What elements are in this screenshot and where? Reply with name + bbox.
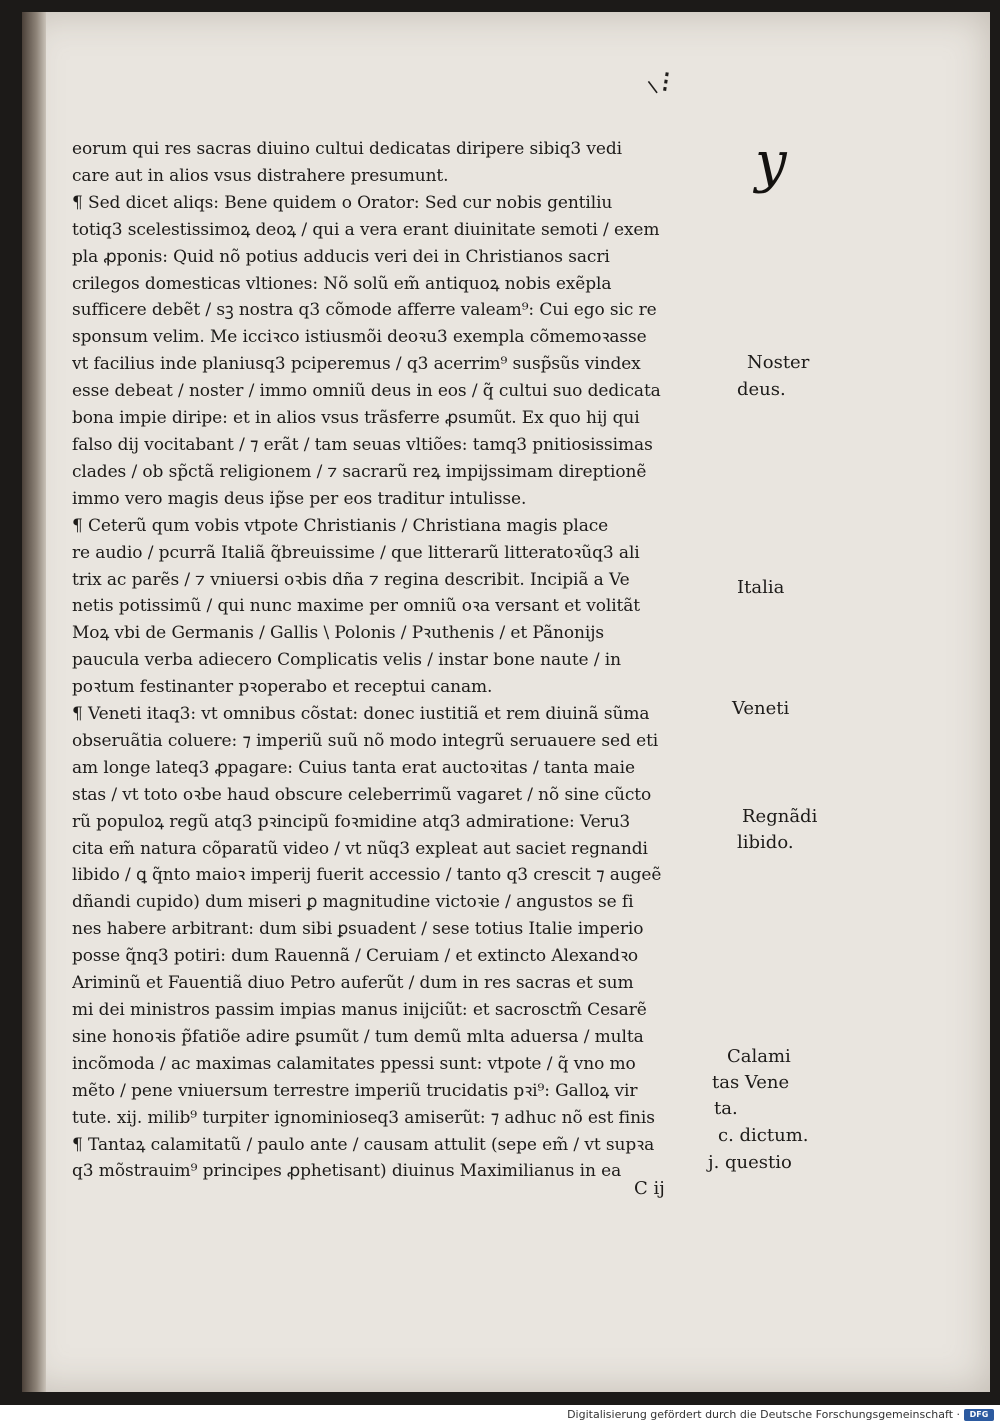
text-line: incõmoda / ac maximas calamitates ppessi sunt: vtpote / q̃ vno mo: [72, 1053, 636, 1074]
footer-credit: Digitalisierung gefördert durch die Deutsche Forschungsgemeinschaft ·: [567, 1408, 960, 1421]
text-line: netis potissimũ / qui nunc maxime per omniũ oꝛa versant et volitãt: [72, 596, 641, 617]
margin-note-deus: deus.: [737, 379, 786, 400]
text-line: pla ꝓponis: Quid nõ potius adducis veri dei in Christianos sacri: [72, 246, 610, 267]
text-line: mẽto / pene vniuersum terrestre imperiũ trucidatis pꝛi⁹: Galloꝝ vir: [72, 1080, 638, 1101]
text-line: ¶ Sed dicet aliqs: Bene quidem o Orator: Sed cur nobis gentiliu: [72, 192, 613, 213]
text-line: libido / ꝗ q̃nto maioꝛ imperij fuerit accessio / tanto q3 crescit ⁊ augeẽ: [72, 865, 662, 886]
book-page: [22, 12, 990, 1392]
text-line: cita em̃ natura cõparatũ video / vt nũq3 expleat aut saciet regnandi: [72, 838, 648, 859]
margin-note-dictum: c. dictum.: [718, 1125, 809, 1146]
folio-signature: C ij: [634, 1178, 665, 1199]
margin-note-calamitas-ta: ta.: [714, 1098, 738, 1119]
footer-bar: [0, 1405, 1000, 1425]
text-line: nes habere arbitrant: dum sibi ꝑsuadent / sese totius Italie imperio: [72, 919, 644, 940]
text-line: stas / vt toto oꝛbe haud obscure celeberrimũ vagaret / nõ sine cũcto: [72, 784, 652, 805]
text-line: posse q̃nq3 potiri: dum Rauennã / Ceruiam / et extincto Alexandꝛo: [72, 946, 639, 967]
margin-note-italia: Italia: [737, 577, 785, 598]
text-line: eorum qui res sacras diuino cultui dedicatas diripere sibiq3 vedi: [72, 139, 622, 159]
text-line: tute. xij. milib⁹ turpiter ignominioseq3 amiserũt: ⁊ adhuc nõ est finis: [72, 1107, 655, 1128]
text-line: falso dij vocitabant / ⁊ erãt / tam seuas vltiões: tamq3 pnitiosissimas: [72, 434, 653, 455]
text-line: Moꝝ vbi de Germanis / Gallis \ Polonis / Pꝛuthenis / et Pãnonijs: [72, 623, 605, 644]
text-line: trix ac parẽs / ⁊ vniuersi oꝛbis dña ⁊ regina describit. Incipiã a Ve: [72, 569, 630, 590]
text-line: ¶ Tantaꝝ calamitatũ / paulo ante / causam attulit (sepe em̃ / vt supꝛa: [72, 1134, 655, 1155]
margin-note-veneti: Veneti: [732, 698, 790, 719]
text-line: sufficere debẽt / sꝫ nostra q3 cõmode afferre valeam⁹: Cui ego sic re: [72, 300, 657, 321]
text-line: paucula verba adiecero Complicatis velis / instar bone naute / in: [72, 650, 621, 671]
text-line: crilegos domesticas vltiones: Nõ solũ em̃ antiquoꝝ nobis exẽpla: [72, 273, 612, 294]
text-line: sine honoꝛis p̃fatiõe adire ꝑsumũt / tum demũ mlta aduersa / multa: [72, 1026, 644, 1047]
text-line: vt facilius inde planiusq3 pciperemus / q3 acerrim⁹ susp̃sũs vindex: [72, 354, 641, 375]
text-line: totiq3 scelestissimoꝝ deoꝝ / qui a vera erant diuinitate semoti / exem: [72, 219, 660, 240]
text-line: clades / ob sp̃ctã religionem / ⁊ sacrarũ reꝝ impijssimam direptionẽ: [72, 461, 647, 482]
text-line: q3 mõstrauim⁹ principes ꝓphetisant) diuinus Maximilianus in ea: [72, 1161, 622, 1182]
text-line: poꝛtum festinanter pꝛoperabo et receptui canam.: [72, 677, 493, 698]
text-line: dñandi cupido) dum miseri ꝑ magnitudine victoꝛie / angustos se fi: [72, 892, 634, 913]
text-line: re audio / pcurrã Italiã q̃breuissime / que litterarũ litteratoꝛũq3 ali: [72, 542, 640, 563]
text-line: ¶ Ceterũ qum vobis vtpote Christianis / Christiana magis place: [72, 515, 609, 536]
margin-note-libido: libido.: [737, 832, 794, 853]
margin-note-questio: j. questio: [708, 1152, 792, 1173]
book-spine: [22, 12, 46, 1392]
text-line: rũ populoꝝ regũ atq3 pꝛincipũ foꝛmidine atq3 admiratione: Veru3: [72, 811, 631, 832]
text-line: mi dei ministros passim impias manus inijciũt: et sacrosctm̃ Cesarẽ: [72, 1000, 647, 1020]
text-line: care aut in alios vsus distrahere presumunt.: [72, 165, 449, 186]
margin-note-calamitas-vene: tas Vene: [712, 1072, 790, 1093]
margin-note-regnandi: Regnãdi: [742, 806, 818, 827]
text-line: obseruãtia coluere: ⁊ imperiũ suũ nõ modo integrũ seruauere sed eti: [72, 730, 659, 751]
text-line: esse debeat / noster / immo omniũ deus in eos / q̃ cultui suo dedicata: [72, 381, 661, 402]
text-line: ¶ Veneti itaq3: vt omnibus cõstat: donec iustitiã et rem diuinã sũma: [72, 704, 650, 725]
text-line: am longe lateq3 ꝓpagare: Cuius tanta erat auctoꝛitas / tanta maie: [72, 757, 635, 778]
margin-note-noster: Noster: [747, 352, 810, 373]
page-body-text: [72, 136, 762, 1185]
text-line: sponsum velim. Me icciꝛco istiusmõi deoꝛu3 exempla cõmemoꝛasse: [72, 327, 647, 348]
margin-note-calamitas: Calami: [727, 1046, 791, 1067]
text-line: Ariminũ et Fauentiã diuo Petro auferũt / dum in res sacras et sum: [72, 973, 634, 994]
dfg-logo-icon: DFG: [964, 1409, 994, 1421]
text-line: bona impie diripe: et in alios vsus trãsferre ꝓsumũt. Ex quo hij qui: [72, 408, 640, 429]
pencil-mark-icon: ⸜⁝: [643, 62, 673, 101]
handwritten-mark: y: [755, 130, 787, 195]
text-line: immo vero magis deus ip̃se per eos traditur intulisse.: [72, 488, 527, 509]
